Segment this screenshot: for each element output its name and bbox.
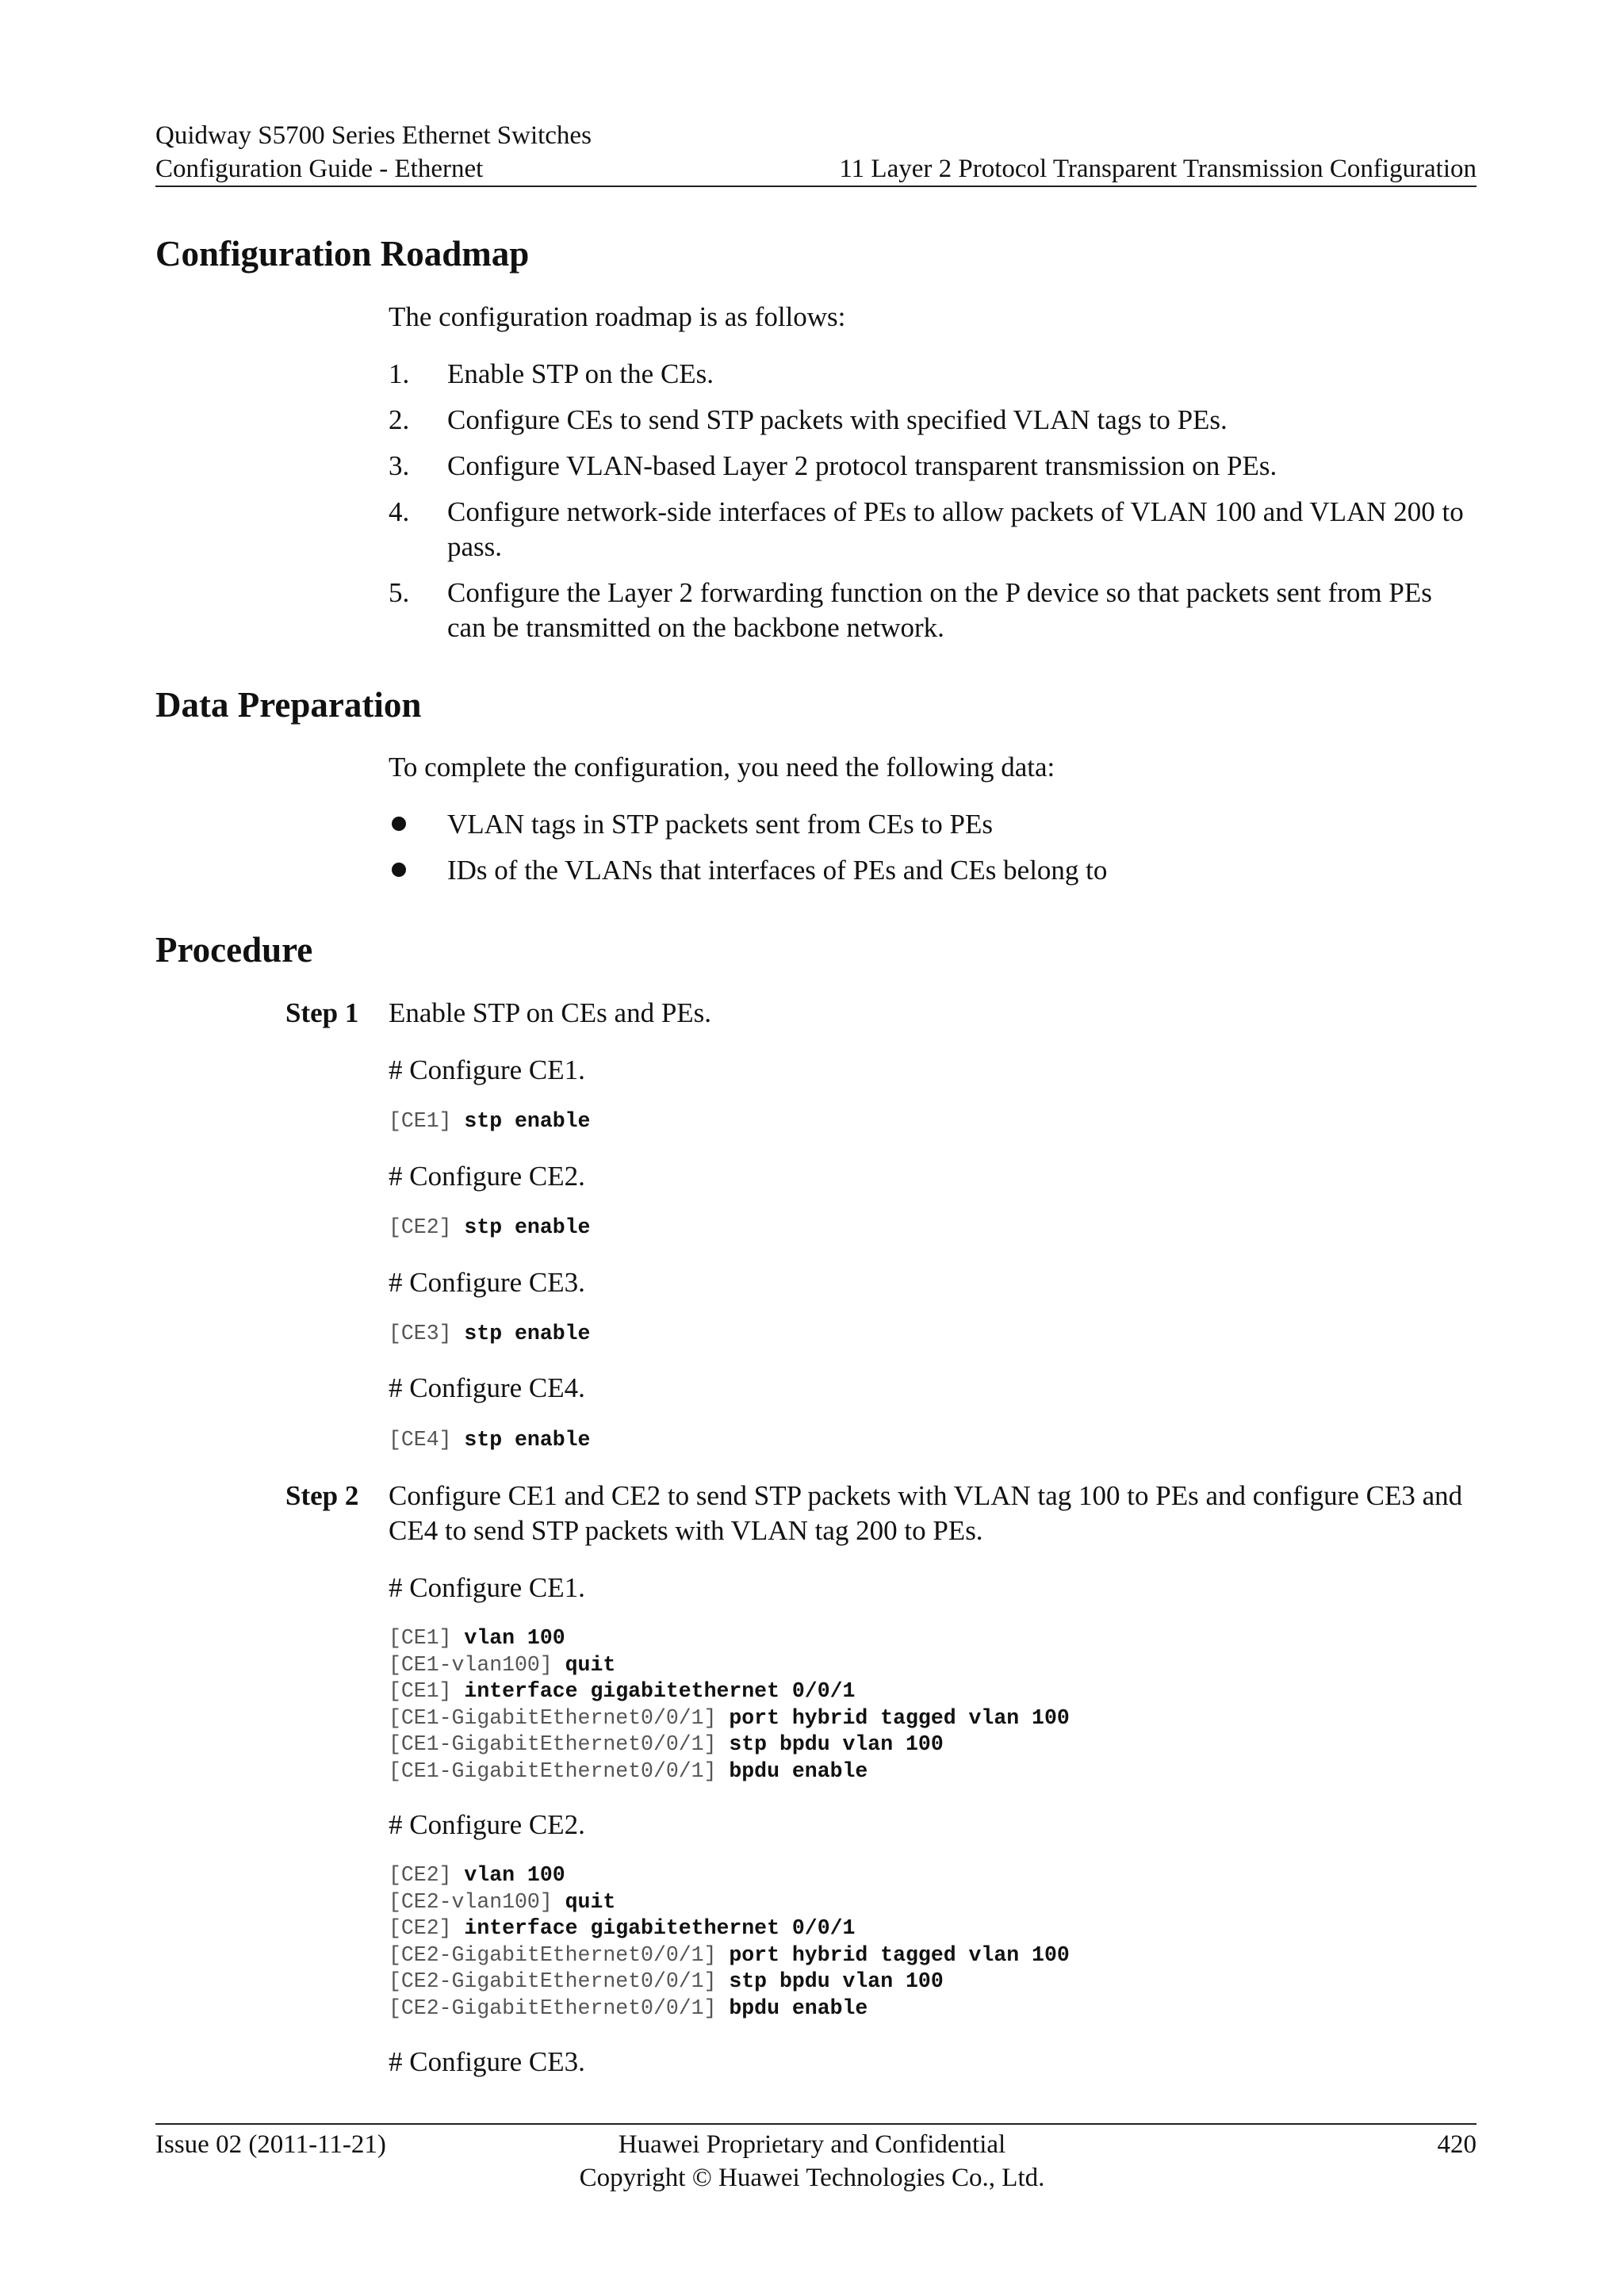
code-command: stp enable xyxy=(464,1428,591,1452)
list-item-number: 1. xyxy=(389,358,410,389)
code-line xyxy=(389,1915,1477,1942)
code-line xyxy=(389,1652,1477,1679)
code-command: stp enable xyxy=(464,1215,591,1239)
list-item-number: 3. xyxy=(389,450,410,481)
bullet-icon xyxy=(392,863,406,877)
code-line xyxy=(389,1862,1477,1889)
code-line xyxy=(389,1625,1477,1652)
code-command: quit xyxy=(565,1652,616,1677)
code-prompt: [CE1] xyxy=(389,1626,465,1650)
roadmap-list xyxy=(389,357,1477,656)
header-product-title: Quidway S5700 Series Ethernet Switches xyxy=(155,121,592,150)
code-caption: # Configure CE2. xyxy=(389,1161,585,1192)
data-prep-intro: To complete the configuration, you need the following data: xyxy=(389,752,1055,783)
code-block xyxy=(389,1108,1477,1135)
code-caption: # Configure CE3. xyxy=(389,2046,585,2077)
code-command: stp bpdu vlan 100 xyxy=(729,1969,944,1993)
code-block xyxy=(389,1625,1477,1785)
code-caption: # Configure CE4. xyxy=(389,1372,585,1403)
code-caption: # Configure CE1. xyxy=(389,1054,585,1085)
code-command: quit xyxy=(565,1889,616,1914)
code-line xyxy=(389,1758,1477,1785)
footer-issue: Issue 02 (2011-11-21) xyxy=(155,2130,386,2159)
list-item xyxy=(389,449,1477,484)
page-number: 420 xyxy=(1437,2130,1477,2159)
list-item xyxy=(389,403,1477,438)
code-prompt: [CE1] xyxy=(389,1109,465,1133)
code-prompt: [CE1-GigabitEthernet0/0/1] xyxy=(389,1705,730,1730)
roadmap-intro: The configuration roadmap is as follows: xyxy=(389,301,846,332)
list-item-text: VLAN tags in STP packets sent from CEs to PEs xyxy=(447,809,993,840)
list-item xyxy=(389,495,1477,564)
code-command: bpdu enable xyxy=(729,1758,868,1783)
code-line xyxy=(389,1942,1477,1969)
bullet-icon xyxy=(392,817,406,831)
list-item-text: Configure network-side interfaces of PEs to allow packets of VLAN 100 and VLAN 200 to pass. xyxy=(447,496,1464,562)
header-chapter-title: 11 Layer 2 Protocol Transparent Transmission Configuration xyxy=(839,155,1477,183)
code-prompt: [CE2-GigabitEthernet0/0/1] xyxy=(389,1969,730,1993)
code-line xyxy=(389,1678,1477,1705)
code-line xyxy=(389,1889,1477,1916)
list-item-text: IDs of the VLANs that interfaces of PEs and CEs belong to xyxy=(447,855,1108,886)
code-block xyxy=(389,1427,1477,1454)
step-text: Configure CE1 and CE2 to send STP packets with VLAN tag 100 to PEs and configure CE3 and CE4 to send STP packets with VLAN tag 200 to PEs. xyxy=(389,1480,1463,1546)
code-command: stp enable xyxy=(464,1322,591,1345)
code-prompt: [CE3] xyxy=(389,1322,465,1345)
code-line xyxy=(389,1969,1477,1996)
section-heading-procedure: Procedure xyxy=(155,930,313,970)
footer-divider xyxy=(155,2123,1477,2125)
data-prep-list xyxy=(389,807,1477,899)
code-block xyxy=(389,1862,1477,2022)
code-prompt: [CE1-GigabitEthernet0/0/1] xyxy=(389,1758,730,1783)
code-prompt: [CE2-GigabitEthernet0/0/1] xyxy=(389,1942,730,1967)
section-heading-roadmap: Configuration Roadmap xyxy=(155,234,530,274)
header-left xyxy=(155,119,592,186)
section-heading-data-preparation: Data Preparation xyxy=(155,685,422,725)
code-line xyxy=(389,1108,1477,1135)
footer-copyright: Copyright © Huawei Technologies Co., Ltd. xyxy=(579,2164,1045,2192)
list-item xyxy=(389,357,1477,392)
list-item-text: Enable STP on the CEs. xyxy=(447,358,714,389)
list-item-number: 2. xyxy=(389,404,410,435)
step-text: Enable STP on CEs and PEs. xyxy=(389,997,712,1028)
footer-center xyxy=(0,2128,1624,2195)
list-item-text: Configure the Layer 2 forwarding function on the P device so that packets sent from PEs can be transmitted on the backbone network. xyxy=(447,577,1432,643)
code-prompt: [CE2] xyxy=(389,1863,465,1887)
code-line xyxy=(389,1705,1477,1732)
header-guide-title: Configuration Guide - Ethernet xyxy=(155,155,484,183)
code-block xyxy=(389,1215,1477,1242)
list-item-number: 4. xyxy=(389,496,410,527)
code-command: vlan 100 xyxy=(464,1626,565,1650)
footer-confidential: Huawei Proprietary and Confidential xyxy=(618,2130,1006,2159)
list-item-text: Configure CEs to send STP packets with specified VLAN tags to PEs. xyxy=(447,404,1228,435)
step-label: Step 1 xyxy=(285,997,359,1028)
code-line xyxy=(389,1215,1477,1242)
code-command: port hybrid tagged vlan 100 xyxy=(729,1942,1070,1967)
code-command: stp bpdu vlan 100 xyxy=(729,1732,944,1756)
code-command: port hybrid tagged vlan 100 xyxy=(729,1705,1070,1730)
code-command: vlan 100 xyxy=(464,1863,565,1887)
code-prompt: [CE2-vlan100] xyxy=(389,1889,565,1914)
code-prompt: [CE4] xyxy=(389,1428,465,1452)
list-item-number: 5. xyxy=(389,577,410,608)
code-command: bpdu enable xyxy=(729,1996,868,2020)
code-prompt: [CE1-vlan100] xyxy=(389,1652,565,1677)
code-command: interface gigabitethernet 0/0/1 xyxy=(464,1916,856,1940)
code-prompt: [CE2-GigabitEthernet0/0/1] xyxy=(389,1996,730,2020)
code-line xyxy=(389,1427,1477,1454)
list-item xyxy=(389,576,1477,645)
list-item xyxy=(389,853,1477,888)
code-line xyxy=(389,1732,1477,1758)
code-caption: # Configure CE3. xyxy=(389,1267,585,1298)
code-command: interface gigabitethernet 0/0/1 xyxy=(464,1679,856,1703)
code-caption: # Configure CE2. xyxy=(389,1809,585,1840)
code-line xyxy=(389,1996,1477,2022)
code-block xyxy=(389,1321,1477,1348)
code-prompt: [CE1-GigabitEthernet0/0/1] xyxy=(389,1732,730,1756)
code-prompt: [CE2] xyxy=(389,1916,465,1940)
code-prompt: [CE2] xyxy=(389,1215,465,1239)
list-item-text: Configure VLAN-based Layer 2 protocol transparent transmission on PEs. xyxy=(447,450,1277,481)
code-command: stp enable xyxy=(464,1109,591,1133)
list-item xyxy=(389,807,1477,842)
step-label: Step 2 xyxy=(285,1480,359,1511)
code-line xyxy=(389,1321,1477,1348)
header-divider xyxy=(155,186,1477,187)
code-prompt: [CE1] xyxy=(389,1679,465,1703)
code-caption: # Configure CE1. xyxy=(389,1572,585,1603)
